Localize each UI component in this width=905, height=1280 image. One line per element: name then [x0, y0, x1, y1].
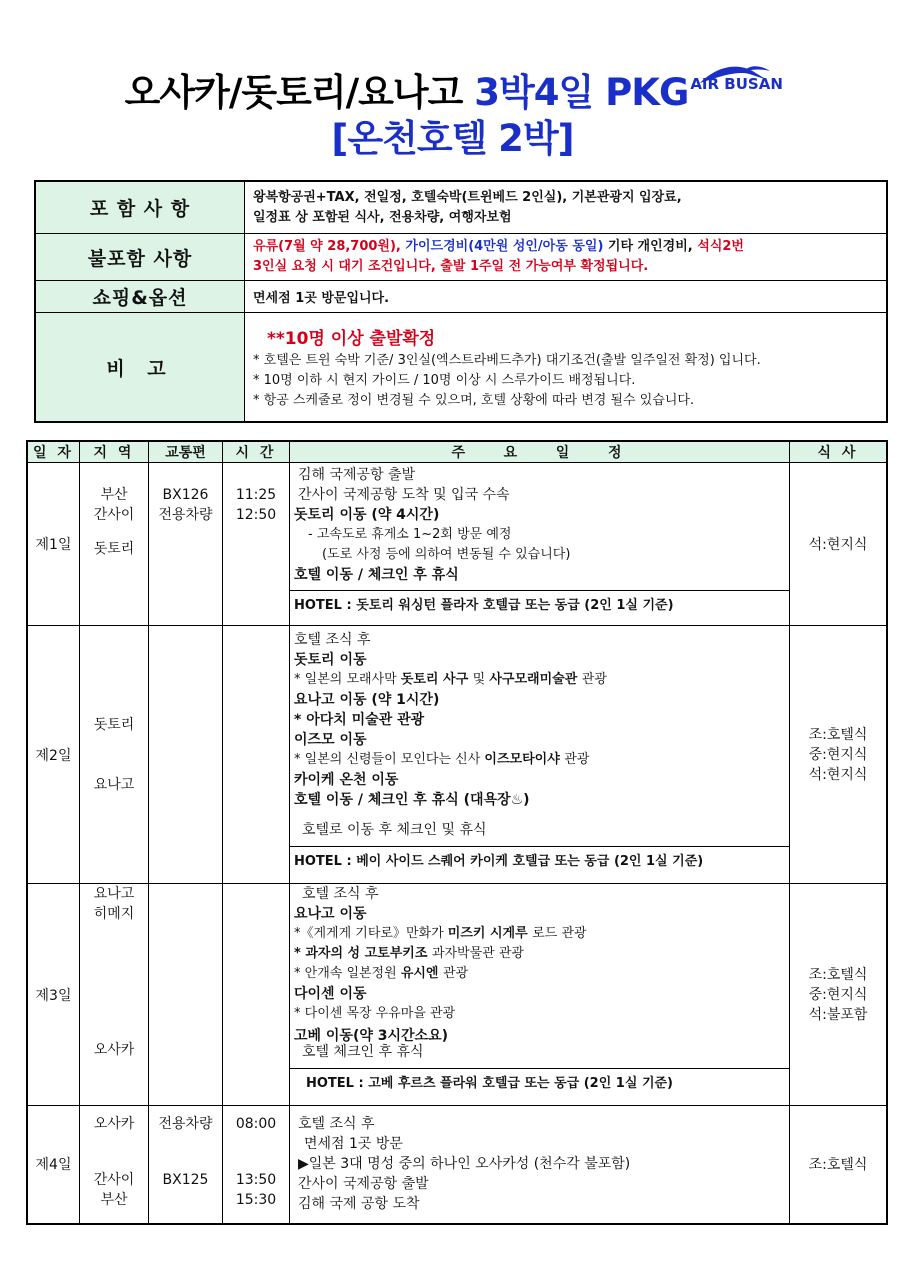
transport-cell: 전용차량 BX125	[149, 1106, 223, 1224]
day-row	[27, 463, 887, 626]
day-label: 제3일	[27, 884, 80, 1106]
time-cell	[223, 626, 290, 884]
hotel-line: HOTEL : 돗토리 워싱턴 플라자 호텔급 또는 동급 (2인 1실 기준)	[290, 590, 789, 621]
meal-cell: 석:현지식	[790, 463, 888, 626]
plan-cell: 호텔 조식 후 돗토리 이동 * 일본의 모래사막 돗토리 사구 및 사구모래미술관 관광 요나고 이동 (약 1시간) * 아다치 미술관 관광 이즈모 이동 * 일본의 신령들이 모인다는 신사 이즈모타이샤 관광 카이케 온천 이동 호텔 이동 / 체크인 후 휴식 (대욕장♨) 호텔로 이동 후 체크인 및 휴식 HOTEL : 베이 사이드 스퀘어 카이케 호텔급 또는 동급 (2인 1실 기준)	[290, 626, 790, 884]
hotel-line: HOTEL : 베이 사이드 스퀘어 카이케 호텔급 또는 동급 (2인 1실 기준)	[290, 846, 789, 877]
header-day: 일 자	[27, 441, 80, 463]
remarks-text	[245, 313, 888, 423]
title-duration: 3박4일	[474, 71, 594, 114]
time-cell: 08:00 13:50 15:30	[223, 1106, 290, 1224]
info-table	[34, 180, 888, 423]
included-label: 포 함 사 항	[35, 181, 245, 234]
remarks-label: 비 고	[35, 313, 245, 423]
time-cell	[223, 884, 290, 1106]
title-destinations: 오사카/돗토리/요나고	[124, 71, 463, 114]
remarks-note: * 호텔은 트윈 숙박 기준/ 3인실(엑스트라베드추가) 대기조건(출발 일주일전 확정) 입니다.	[253, 352, 761, 368]
plan-cell: 호텔 조식 후 면세점 1곳 방문 ▶일본 3대 명성 중의 하나인 오사카성 (천수각 불포함) 간사이 국제공항 출발 김해 국제 공항 도착	[290, 1106, 790, 1224]
remarks-note: * 10명 이하 시 현지 가이드 / 10명 이상 시 스루가이드 배정됩니다.	[253, 372, 636, 388]
region-cell: 부산 간사이 돗토리	[80, 463, 149, 626]
day-label: 제1일	[27, 463, 80, 626]
header-meal: 식 사	[790, 441, 888, 463]
shopping-label: 쇼핑&옵션	[35, 281, 245, 313]
schedule-header-row	[27, 441, 887, 463]
region-cell: 요나고 히메지 오사카	[80, 884, 149, 1106]
day-row	[27, 884, 887, 1106]
time-cell: 11:25 12:50	[223, 463, 290, 626]
shopping-text: 면세점 1곳 방문입니다.	[245, 281, 888, 313]
day-label: 제4일	[27, 1106, 80, 1224]
header-time: 시 간	[223, 441, 290, 463]
day-row	[27, 1106, 887, 1224]
title-line-1	[0, 70, 905, 116]
region-cell: 돗토리 요나고	[80, 626, 149, 884]
header-plan: 주 요 일 정	[290, 441, 790, 463]
meal-cell: 조:호텔식 중:현지식 석:불포함	[790, 884, 888, 1106]
remarks-title: **10명 이상 출발확정	[267, 328, 436, 349]
header-region: 지 역	[80, 441, 149, 463]
page-header	[0, 70, 905, 162]
excluded-label: 불포함 사항	[35, 234, 245, 281]
logo-text: AIR BUSAN	[690, 75, 783, 93]
day-label: 제2일	[27, 626, 80, 884]
title-pkg: PKG	[605, 71, 689, 114]
header-transport: 교통편	[149, 441, 223, 463]
remarks-note: * 항공 스케줄로 정이 변경될 수 있으며, 호텔 상황에 따라 변경 될수 있습니다.	[253, 392, 695, 408]
included-text: 왕복항공권+TAX, 전일정, 호텔숙박(트윈베드 2인실), 기본관광지 입장료, 일정표 상 포함된 식사, 전용차량, 여행자보험	[245, 181, 888, 234]
hotel-line: HOTEL : 고베 후르츠 플라워 호텔급 또는 동급 (2인 1실 기준)	[290, 1068, 789, 1099]
title-line-2: [온천호텔 2박]	[331, 117, 574, 160]
region-cell: 오사카 간사이 부산	[80, 1106, 149, 1224]
meal-cell: 조:호텔식 중:현지식 석:현지식	[790, 626, 888, 884]
excluded-text: 유류(7월 약 28,700원), 가이드경비(4만원 성인/아동 동일) 기타 개인경비, 석식2번 3인실 요청 시 대기 조건입니다, 출발 1주일 전 가능여부 확정됩니다.	[245, 234, 888, 281]
day-row	[27, 626, 887, 884]
meal-cell: 조:호텔식	[790, 1106, 888, 1224]
plan-cell: 호텔 조식 후 요나고 이동 *《게게게 기타로》만화가 미즈키 시게루 로드 관광 * 과자의 성 고토부키조 과자박물관 관광 * 안개속 일본정원 유시엔 관광 다이센 이동 * 다이센 목장 우유마을 관광 고베 이동(약 3시간소요) 호텔 체크인 후 휴식 HOTEL : 고베 후르츠 플라워 호텔급 또는 동급 (2인 1실 기준)	[290, 884, 790, 1106]
plan-cell: 김해 국제공항 출발 간사이 국제공항 도착 및 입국 수속 돗토리 이동 (약 4시간) - 고속도로 휴게소 1~2회 방문 예정 (도로 사정 등에 의하여 변동될 수 있습니다) 호텔 이동 / 체크인 후 휴식 HOTEL : 돗토리 워싱턴 플라자 호텔급 또는 동급 (2인 1실 기준)	[290, 463, 790, 626]
schedule-table	[26, 440, 888, 1225]
transport-cell: BX126 전용차량	[149, 463, 223, 626]
air-busan-logo	[690, 71, 783, 105]
transport-cell	[149, 884, 223, 1106]
transport-cell	[149, 626, 223, 884]
